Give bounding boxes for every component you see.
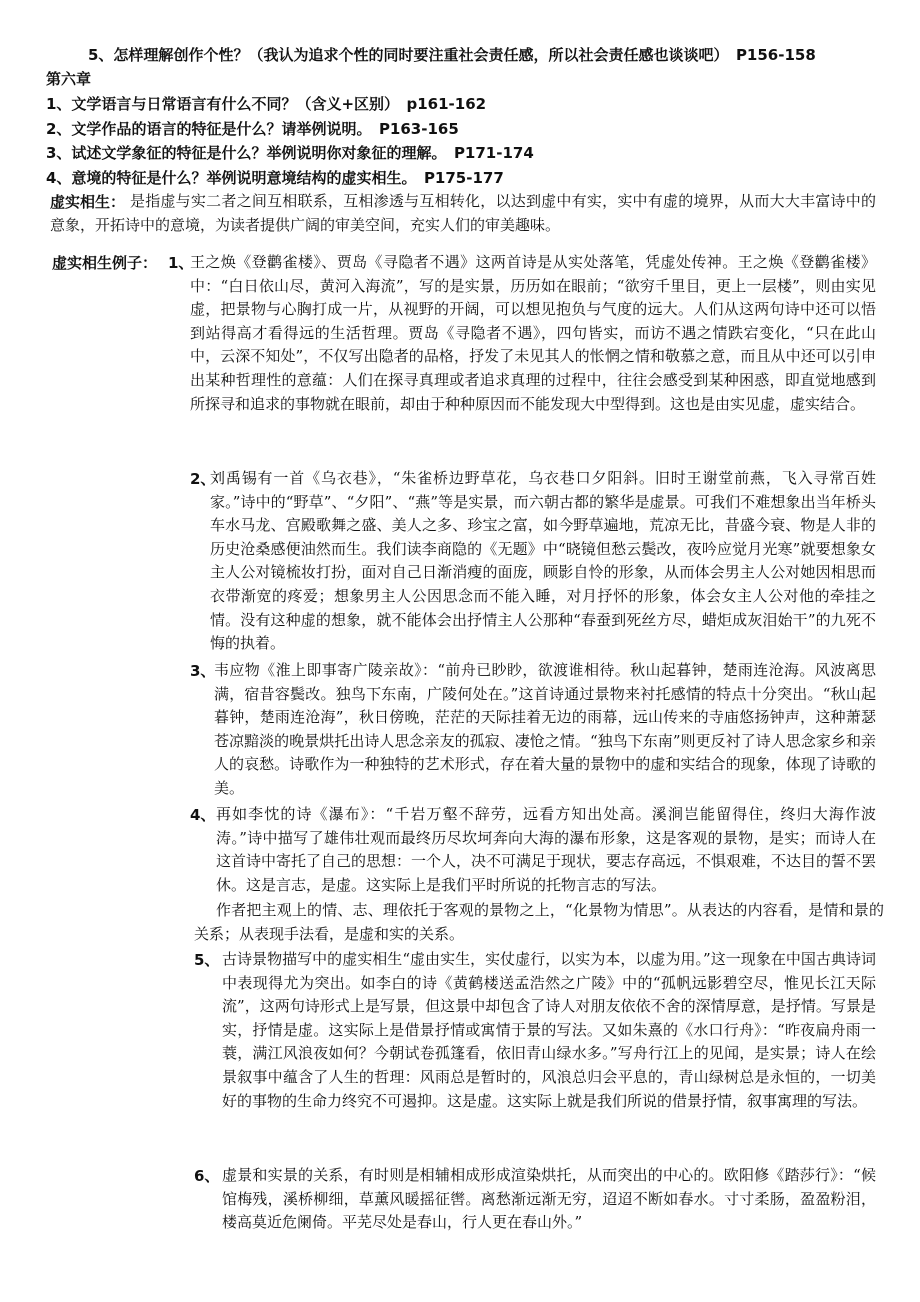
question-4: 4、意境的特征是什么？举例说明意境结构的虚实相生。 P175-177 (46, 169, 504, 187)
example-2-number: 2、 (190, 470, 216, 488)
example-6-number: 6、 (194, 1167, 220, 1185)
example-1-text: 王之焕《登鹳雀楼》、贾岛《寻隐者不遇》这两首诗是从实处落笔，凭虚处传神。王之焕《登鹳雀楼》中：“白日依山尽，黄河入海流”，写的是实景，历历如在眼前；“欲穷千里目，更上一层楼”，则由实见虚，把景物与心胸打成一片，从视野的开阔，可以想见抱负与气度的远大。人们从这两句诗中还可以悟到站得高才看得远的生活哲理。贾岛《寻隐者不遇》，四句皆实，而访不遇之情跌宕变化，“只在此山中，云深不知处”，不仅写出隐者的品格，抒发了未见其人的怅惘之情和敬慕之意，而且从中还可以引申出某种哲理性的意蕴：人们在探寻真理或者追求真理的过程中，往往会感受到某种困惑，即直觉地感到所探寻和追求的事物就在眼前，却由于种种原因而不能发现大中型得到。这也是由实见虚，虚实结合。 (190, 253, 876, 413)
question-5: 5、怎样理解创作个性？（我认为追求个性的同时要注重社会责任感，所以社会责任感也谈谈吧） P156-158 (88, 46, 816, 64)
question-2: 2、文学作品的语言的特征是什么？请举例说明。 P163-165 (46, 120, 459, 138)
example-6-text: 虚景和实景的关系，有时则是相辅相成形成渲染烘托，从而突出的中心的。欧阳修《踏莎行》：“候馆梅残，溪桥柳细，草薰风暖摇征辔。离愁渐远渐无穷，迢迢不断如春水。寸寸柔肠，盈盈粉泪，楼高莫近危阑倚。平芜尽处是春山，行人更在春山外。” (222, 1166, 876, 1232)
examples-label: 虚实相生例子： (52, 254, 158, 272)
question-1: 1、文学语言与日常语言有什么不同？（含义+区别） p161-162 (46, 95, 487, 113)
example-2-text: 刘禹锡有一首《乌衣巷》，“朱雀桥边野草花，乌衣巷口夕阳斜。旧时王谢堂前燕，飞入寻常百姓家。”诗中的“野草”、“夕阳”、“燕”等是实景，而六朝古都的繁华是虚景。可我们不难想象出当年桥头车水马龙、宫殿歌舞之盛、美人之多、珍宝之富，如今野草遍地，荒凉无比，昔盛今衰、物是人非的历史沧桑感便油然而生。我们读李商隐的《无题》中“晓镜但愁云鬓改，夜吟应觉月光寒”就要想象女主人公对镜梳妆打扮，面对自己日渐消瘦的面庞，顾影自怜的形象，从而体会男主人公对她因相思而衣带渐宽的疼爱；想象男主人公因思念而不能入睡，对月抒怀的形象，体会女主人公对他的牵挂之情。没有这种虚的想象，就不能体会出抒情主人公那种“春蚕到死丝方尽，蜡炬成灰泪始干”的九死不悔的执着。 (210, 469, 876, 653)
example-4-number: 4、 (190, 806, 216, 824)
example-5-text: 古诗景物描写中的虚实相生“虚由实生，实仗虚行，以实为本，以虚为用。”这一现象在中国古典诗词中表现得尤为突出。如李白的诗《黄鹤楼送孟浩然之广陵》中的“孤帆远影碧空尽，惟见长江天际流”，这两句诗形式上是写景，但这景中却包含了诗人对朋友依依不舍的深情厚意，是抒情。写景是实，抒情是虚。这实际上是借景抒情或寓情于景的写法。又如朱熹的《水口行舟》：“昨夜扁舟雨一蓑，满江风浪夜如何？今朝试卷孤篷看，依旧青山绿水多。”写舟行江上的见闻，是实景；诗人在绘景叙事中蕴含了人生的哲理：风雨总是暂时的，风浪总归会平息的，青山绿树总是永恒的，一切美好的事物的生命力终究不可遏抑。这是虚。这实际上就是我们所说的借景抒情，叙事寓理的写法。 (222, 950, 876, 1110)
definition-text: 是指虚与实二者之间互相联系，互相渗透与互相转化，以达到虚中有实，实中有虚的境界，从而大大丰富诗中的意象，开拓诗中的意境，为读者提供广阔的审美空间，充实人们的审美趣味。 (50, 192, 876, 234)
example-3-text: 韦应物《淮上即事寄广陵亲故》：“前舟已眇眇，欲渡谁相待。秋山起暮钟，楚雨连沧海。风波离思满，宿昔容鬓改。独鸟下东南，广陵何处在。”这首诗通过景物来衬托感情的特点十分突出。“秋山起暮钟，楚雨连沧海”，秋日傍晚，茫茫的天际挂着无边的雨幕，远山传来的寺庙悠扬钟声，这种萧瑟苍凉黯淡的晚景烘托出诗人思念亲友的孤寂、凄怆之情。“独鸟下东南”则更反衬了诗人思念家乡和亲人的哀愁。诗歌作为一种独特的艺术形式，存在着大量的景物中的虚和实结合的现象，体现了诗歌的美。 (214, 661, 876, 797)
example-4-text: 再如李忱的诗《瀑布》：“千岩万壑不辞劳，远看方知出处高。溪涧岂能留得住，终归大海作波涛。”诗中描写了雄伟壮观而最终历尽坎坷奔向大海的瀑布形象，这是客观的景物，是实；而诗人在这首诗中寄托了自己的思想：一个人，决不可满足于现状，要志存高远，不惧艰难，不达目的誓不罢休。这是言志，是虚。这实际上是我们平时所说的托物言志的写法。 (216, 805, 877, 894)
example-5-number: 5、 (194, 951, 220, 969)
definition-label: 虚实相生： (50, 193, 126, 211)
chapter-heading: 第六章 (46, 70, 92, 88)
example-4-summary: 作者把主观上的情、志、理依托于客观的景物之上，“化景物为情思”。从表达的内容看，是情和景的关系；从表现手法看，是虚和实的关系。 (194, 901, 884, 943)
question-3: 3、试述文学象征的特征是什么？举例说明你对象征的理解。 P171-174 (46, 144, 534, 162)
example-3-number: 3、 (190, 662, 216, 680)
example-1-number: 1、 (168, 254, 194, 272)
